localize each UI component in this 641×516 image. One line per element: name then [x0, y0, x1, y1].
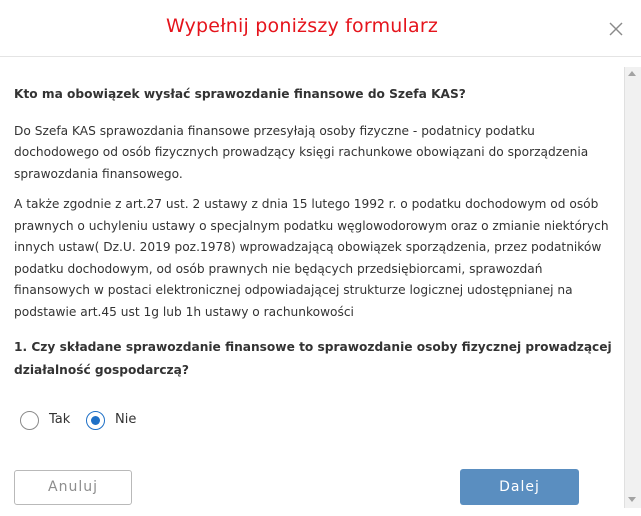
modal-header [0, 0, 641, 57]
question-label: 1. Czy składane sprawozdanie finansowe to sprawozdanie osoby fizycznej prowadzącej działalność gospodarczą? [14, 340, 612, 377]
info-paragraph: Do Szefa KAS sprawozdania finansowe przesyłają osoby fizyczne - podatnicy podatku dochodowego od osób fizycznych prowadzący księgi rachunkowe obowiązani do sporządzenia sprawozdania finansowego. [14, 123, 589, 181]
section-heading: Kto ma obowiązek wysłać sprawozdanie finansowe do Szefa KAS? [14, 87, 466, 101]
modal-scrollbar[interactable] [624, 67, 641, 508]
modal-title: Wypełnij poniższy formularz [165, 15, 439, 37]
radio-button-tak[interactable] [20, 411, 39, 430]
close-icon[interactable] [604, 17, 628, 41]
radio-label-tak[interactable]: Tak [49, 412, 71, 427]
scroll-up-arrow-icon[interactable] [628, 71, 636, 76]
radio-label-nie[interactable]: Nie [115, 412, 137, 427]
radio-button-nie[interactable] [86, 411, 105, 430]
next-button[interactable]: Dalej [460, 469, 579, 505]
radio-selected-dot [91, 416, 100, 425]
scroll-down-arrow-icon[interactable] [628, 497, 636, 502]
modal-body [14, 84, 616, 382]
info-paragraph: A także zgodnie z art.27 ust. 2 ustawy z dnia 15 lutego 1992 r. o podatku dochodowym od osób prawnych o uchyleniu ustawy o specjalnym podatku węglowodorowym oraz o zmianie niektórych innych ustaw( Dz.U. 2019 poz.1978) wprowadzającą obowiązek sporządzenia, przez podatników podatku dochodowym, od osób prawnych nie będących przedsiębiorcami, sprawozdań finansowych w postaci elektronicznej odpowiadającej strukturze logicznej udostępnianej na podstawie art.45 ust 1g lub 1h ustawy o rachunkowości [14, 197, 609, 319]
cancel-button[interactable]: Anuluj [14, 470, 132, 505]
